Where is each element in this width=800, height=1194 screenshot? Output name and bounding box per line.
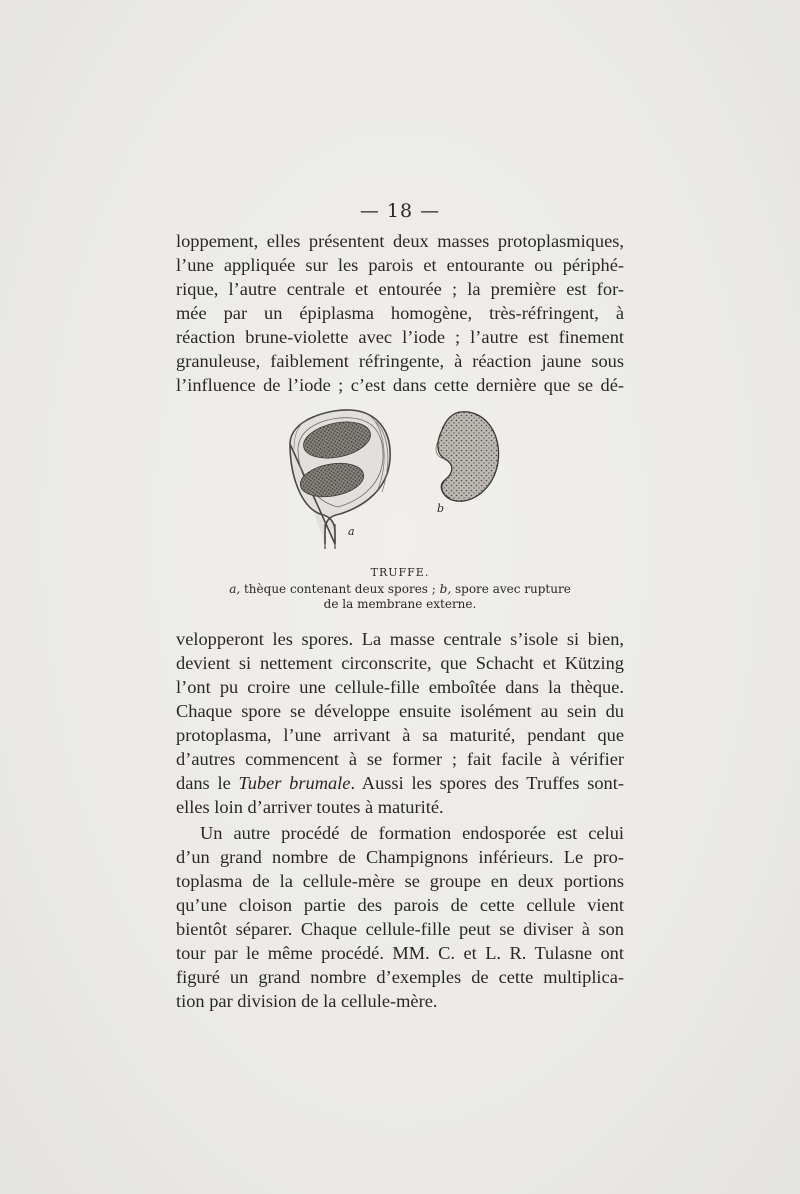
text-line: tion par division de la cellule-mère. — [176, 991, 438, 1011]
paragraph-2 — [176, 627, 624, 1013]
text-line: d’autres commencent à se former ; fait facile à vérifier — [176, 749, 624, 769]
text-line: l’une appliquée sur les parois et entourante ou périphé- — [176, 255, 624, 275]
figure-label-b: b — [437, 502, 445, 515]
text-fragment: . Aussi les spores des Truffes sont- — [350, 773, 624, 793]
text-line: loppement, elles présentent deux masses protoplasmiques, — [176, 231, 624, 251]
theca-drawing — [290, 410, 390, 549]
text-line: tour par le même procédé. MM. C. et L. R. Tulasne ont — [176, 943, 624, 963]
italic-species-name: Tuber brumale — [238, 773, 351, 793]
caption-letter-b: b, — [439, 582, 452, 596]
text-line: protoplasma, l’une arrivant à sa maturité, pendant que — [176, 725, 624, 745]
text-line: qu’une cloison partie des parois de cette cellule vient — [176, 895, 624, 915]
text-line: figuré un grand nombre d’exemples de cette multiplica- — [176, 967, 624, 987]
caption-text-b: spore avec rupture — [454, 582, 571, 596]
caption-letter-a: a, — [229, 582, 241, 596]
text-line: l’ont pu croire une cellule-fille emboîtée dans la thèque. — [176, 677, 624, 697]
text-line: l’influence de l’iode ; c’est dans cette dernière que se dé- — [176, 375, 624, 395]
spore-drawing — [436, 412, 499, 515]
text-line — [176, 771, 624, 795]
text-line: granuleuse, faiblement réfringente, à réaction jaune sous — [176, 351, 624, 371]
text-line: mée par un épiplasma homogène, très-réfringent, à — [176, 303, 624, 323]
text-line: d’un grand nombre de Champignons inférieurs. Le pro- — [176, 847, 624, 867]
text-line: velopperont les spores. La masse centrale s’isole si bien, — [176, 629, 624, 649]
paragraph-1 — [176, 229, 624, 397]
text-line: bientôt séparer. Chaque cellule-fille peut se diviser à son — [176, 919, 624, 939]
text-line: réaction brune-violette avec l’iode ; l’autre est finement — [176, 327, 624, 347]
caption-text-a: thèque contenant deux spores ; — [243, 582, 436, 596]
figure-label-a: a — [348, 525, 355, 538]
text-line: Un autre procédé de formation endosporée est celui — [200, 823, 624, 843]
figure-caption — [200, 582, 600, 612]
caption-line-2: de la membrane externe. — [323, 597, 477, 611]
text-line: devient si nettement circonscrite, que Schacht et Kützing — [176, 653, 624, 673]
page-number: — 18 — — [359, 200, 441, 222]
text-line: toplasma de la cellule-mère se groupe en deux portions — [176, 871, 624, 891]
text-line: Chaque spore se développe ensuite isolément au sein du — [176, 701, 624, 721]
text-line: elles loin d’arriver toutes à maturité. — [176, 797, 444, 817]
text-line: rique, l’autre centrale et entourée ; la première est for- — [176, 279, 624, 299]
truffle-illustration — [270, 404, 510, 554]
caption-line-1 — [200, 582, 600, 597]
figure-title: TRUFFE. — [370, 566, 430, 579]
text-fragment: dans le — [176, 773, 239, 793]
